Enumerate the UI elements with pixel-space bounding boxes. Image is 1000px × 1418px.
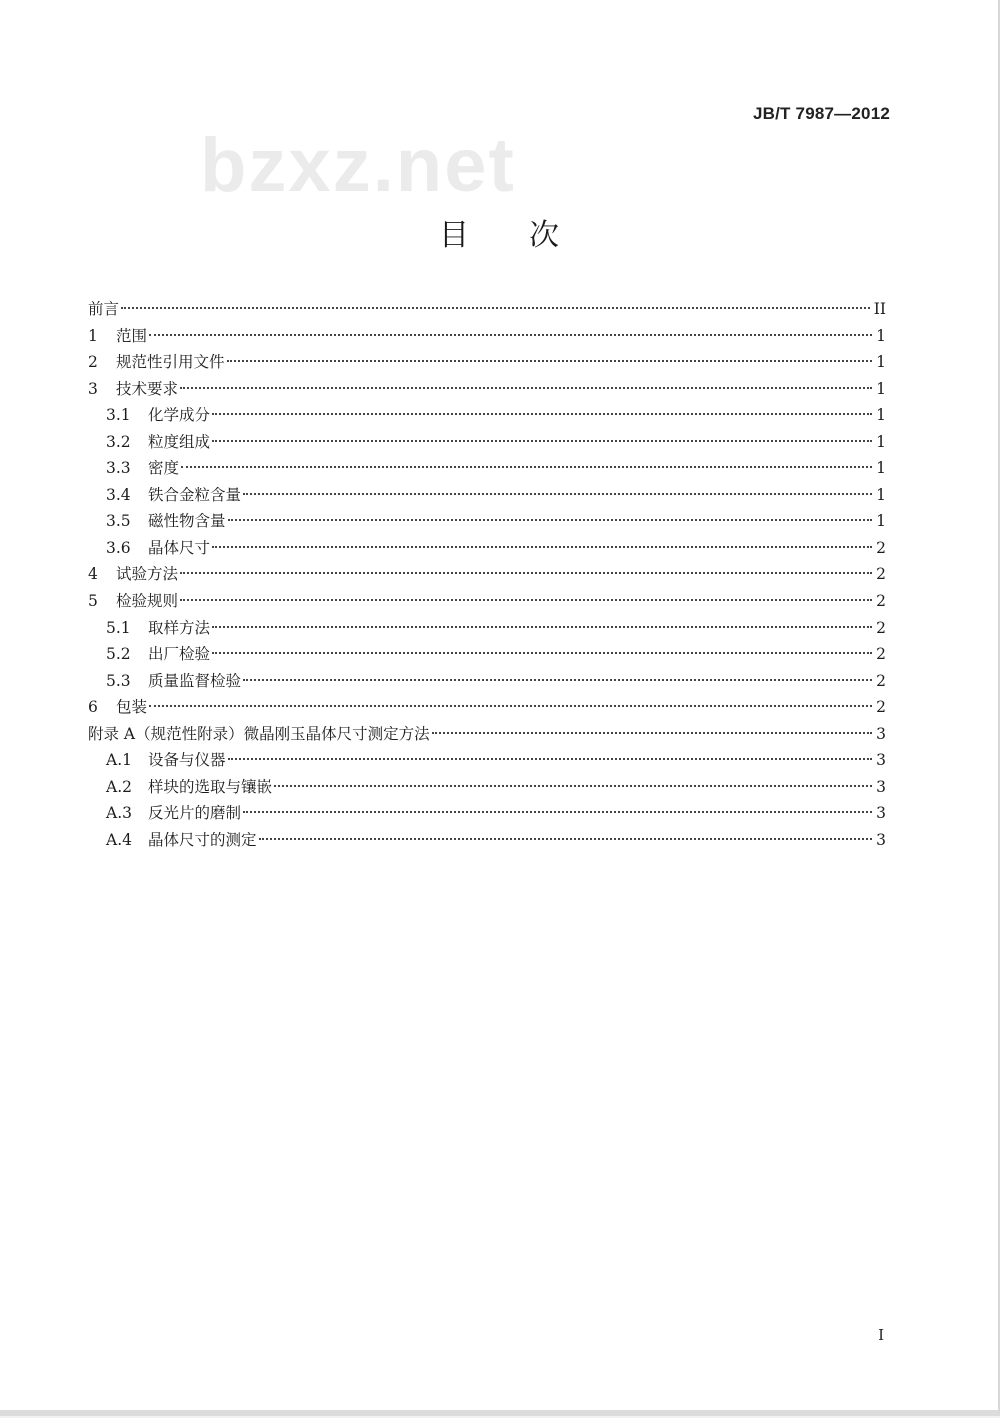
- toc-entry-label: 取样方法: [148, 618, 211, 637]
- toc-entry-number: A.1: [106, 751, 132, 770]
- toc-leader-dots: [180, 599, 872, 601]
- page-number: I: [878, 1326, 884, 1344]
- toc-entry: [88, 827, 888, 854]
- table-of-contents: [88, 296, 888, 853]
- toc-entry-label: 化学成分: [148, 406, 211, 425]
- toc-leader-dots: [212, 652, 872, 654]
- toc-entry-number: 5.3: [106, 671, 131, 690]
- toc-entry: [88, 376, 888, 403]
- toc-entry-label: 设备与仪器: [148, 751, 226, 770]
- toc-entry-label: 晶体尺寸: [148, 538, 211, 557]
- toc-leader-dots: [259, 838, 872, 840]
- toc-entry-number: A.2: [106, 777, 132, 796]
- toc-entry-label: 反光片的磨制: [148, 804, 242, 823]
- toc-entry: [88, 641, 888, 668]
- toc-entry-page: 2: [876, 671, 886, 690]
- toc-leader-dots: [228, 519, 872, 521]
- toc-entry-page: 2: [876, 698, 886, 717]
- toc-entry-page: 1: [876, 485, 886, 504]
- toc-leader-dots: [274, 785, 872, 787]
- toc-entry-number: 3.3: [106, 459, 131, 478]
- toc-entry-label: 粒度组成: [148, 432, 211, 451]
- toc-entry-number: 1: [88, 326, 98, 345]
- toc-entry-page: 2: [876, 592, 886, 611]
- toc-entry: [88, 615, 888, 642]
- toc-entry-page: 3: [876, 804, 886, 823]
- toc-entry-number: 5.1: [106, 618, 131, 637]
- toc-entry-number: 2: [88, 353, 98, 372]
- toc-entry-page: 2: [876, 618, 886, 637]
- toc-entry-page: 3: [876, 777, 886, 796]
- toc-entry-number: 3.5: [106, 512, 131, 531]
- toc-entry: [88, 535, 888, 562]
- standard-code: JB/T 7987—2012: [753, 104, 890, 123]
- toc-entry-label: 规范性引用文件: [116, 353, 225, 372]
- toc-leader-dots: [227, 360, 872, 362]
- toc-entry: [88, 349, 888, 376]
- toc-entry: [88, 774, 888, 801]
- toc-entry-number: 5: [88, 592, 98, 611]
- toc-entry-number: A.4: [106, 830, 132, 849]
- toc-entry-page: 2: [876, 538, 886, 557]
- toc-entry-label: 质量监督检验: [148, 671, 242, 690]
- toc-leader-dots: [432, 732, 872, 734]
- toc-entry-number: 6: [88, 698, 98, 717]
- toc-leader-dots: [180, 572, 872, 574]
- toc-entry-page: 2: [876, 645, 886, 664]
- toc-entry-number: 4: [88, 565, 98, 584]
- toc-entry-page: II: [873, 300, 886, 318]
- toc-entry-number: A.3: [106, 804, 132, 823]
- toc-entry-label: 包装: [116, 698, 148, 717]
- toc-entry-number: 5.2: [106, 645, 131, 664]
- toc-entry: [88, 561, 888, 588]
- toc-entry-number: 3.2: [106, 432, 131, 451]
- toc-leader-dots: [243, 493, 872, 495]
- toc-entry: [88, 800, 888, 827]
- toc-entry: [88, 747, 888, 774]
- toc-entry-page: 1: [876, 512, 886, 531]
- toc-entry-label: 出厂检验: [148, 645, 211, 664]
- toc-entry-number: 3.4: [106, 485, 131, 504]
- toc-entry-page: 1: [876, 379, 886, 398]
- toc-leader-dots: [149, 705, 872, 707]
- toc-entry: [88, 721, 888, 748]
- page-title: [0, 210, 998, 254]
- toc-entry-label: 试验方法: [116, 565, 179, 584]
- toc-entry: [88, 694, 888, 721]
- toc-leader-dots: [149, 334, 872, 336]
- toc-entry-page: 1: [876, 459, 886, 478]
- toc-entry: [88, 296, 888, 323]
- toc-entry-page: 1: [876, 406, 886, 425]
- toc-entry-number: 3.6: [106, 538, 131, 557]
- toc-entry-label: 前言: [88, 300, 120, 318]
- toc-entry: [88, 455, 888, 482]
- toc-entry-page: 1: [876, 353, 886, 372]
- toc-entry: [88, 323, 888, 350]
- watermark: bzxz.net: [200, 123, 516, 208]
- toc-leader-dots: [181, 466, 872, 468]
- toc-entry: [88, 402, 888, 429]
- toc-leader-dots: [243, 811, 872, 813]
- toc-leader-dots: [212, 413, 872, 415]
- toc-entry-page: 3: [876, 751, 886, 770]
- toc-entry-label: 附录 A（规范性附录）微晶刚玉晶体尺寸测定方法: [88, 724, 430, 743]
- toc-leader-dots: [212, 546, 872, 548]
- toc-entry-label: 磁性物含量: [148, 512, 226, 531]
- toc-leader-dots: [228, 758, 872, 760]
- toc-entry-label: 密度: [148, 459, 180, 478]
- title-char-1: 目: [439, 218, 469, 253]
- toc-entry-number: 3: [88, 379, 98, 398]
- toc-entry-label: 技术要求: [116, 379, 179, 398]
- toc-entry-page: 1: [876, 432, 886, 451]
- toc-entry-page: 1: [876, 326, 886, 345]
- toc-entry-label: 样块的选取与镶嵌: [148, 777, 273, 796]
- toc-entry-page: 2: [876, 565, 886, 584]
- toc-entry-label: 铁合金粒含量: [148, 485, 242, 504]
- toc-entry-label: 晶体尺寸的测定: [148, 830, 257, 849]
- title-char-2: 次: [529, 218, 559, 253]
- toc-entry-number: 3.1: [106, 406, 131, 425]
- toc-leader-dots: [212, 440, 872, 442]
- toc-entry-label: 检验规则: [116, 592, 179, 611]
- toc-entry-label: 范围: [116, 326, 148, 345]
- toc-leader-dots: [180, 387, 872, 389]
- toc-entry: [88, 668, 888, 695]
- toc-leader-dots: [212, 626, 872, 628]
- toc-entry: [88, 482, 888, 509]
- toc-entry: [88, 588, 888, 615]
- toc-entry: [88, 508, 888, 535]
- toc-entry: [88, 429, 888, 456]
- toc-entry-page: 3: [876, 724, 886, 743]
- toc-leader-dots: [243, 679, 872, 681]
- toc-entry-page: 3: [876, 830, 886, 849]
- toc-leader-dots: [121, 307, 870, 309]
